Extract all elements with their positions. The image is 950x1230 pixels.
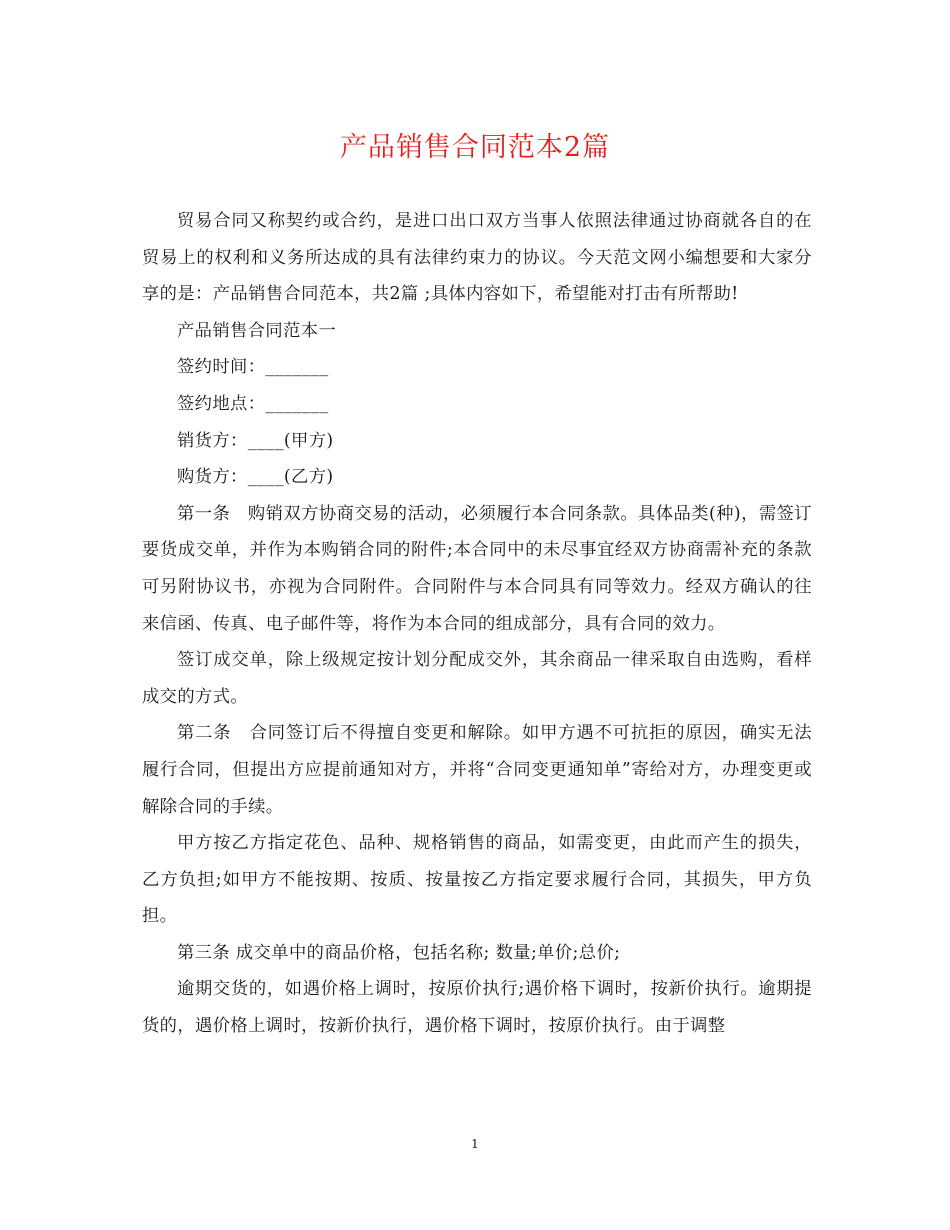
document-body	[142, 203, 812, 1045]
paragraph-article-3: 第三条 成交单中的商品价格，包括名称; 数量;单价;总价;	[177, 942, 621, 963]
paragraph-late-delivery: 逾期交货的，如遇价格上调时，按原价执行;遇价格下调时，按新价执行。逾期提货的，遇价格上调时，按新价执行，遇价格下调时，按原价执行。由于调整	[142, 979, 812, 1037]
page-number: 1	[471, 1137, 479, 1151]
paragraph-article-2: 第二条 合同签订后不得擅自变更和解除。如甲方遇不可抗拒的原因，确实无法履行合同，但提出方应提前通知对方，并将“合同变更通知单”寄给对方，办理变更或解除合同的手续。	[142, 723, 812, 817]
paragraph-change-liability: 甲方按乙方指定花色、品种、规格销售的商品，如需变更，由此而产生的损失，乙方负担;如甲方不能按期、按质、按量按乙方指定要求履行合同，其损失，甲方负担。	[142, 833, 812, 927]
paragraph-signing-place: 签约地点：_______	[177, 393, 329, 414]
paragraph-contract-heading: 产品销售合同范本一	[177, 320, 337, 341]
paragraph-signing-time: 签约时间：_______	[177, 357, 329, 378]
document-title: 产品销售合同范本2篇	[339, 132, 611, 163]
paragraph-seller: 销货方：____(甲方)	[177, 430, 334, 451]
paragraph-order-signing: 签订成交单，除上级规定按计划分配成交外，其余商品一律采取自由选购，看样成交的方式。	[142, 650, 812, 707]
paragraph-intro: 贸易合同又称契约或合约，是进口出口双方当事人依照法律通过协商就各自的在贸易上的权利和义务所达成的具有法律约束力的协议。今天范文网小编想要和大家分享的是：产品销售合同范本，共2篇 ;具体内容如下，希望能对打击有所帮助!	[142, 211, 812, 305]
paragraph-buyer: 购货方：____(乙方)	[177, 467, 334, 488]
paragraph-article-1: 第一条 购销双方协商交易的活动，必须履行本合同条款。具体品类(种)，需签订要货成交单，并作为本购销合同的附件;本合同中的未尽事宜经双方协商需补充的条款可另附协议书，亦视为合同附件。合同附件与本合同具有同等效力。经双方确认的往来信函、传真、电子邮件等，将作为本合同的组成部分，具有合同的效力。	[142, 503, 812, 634]
